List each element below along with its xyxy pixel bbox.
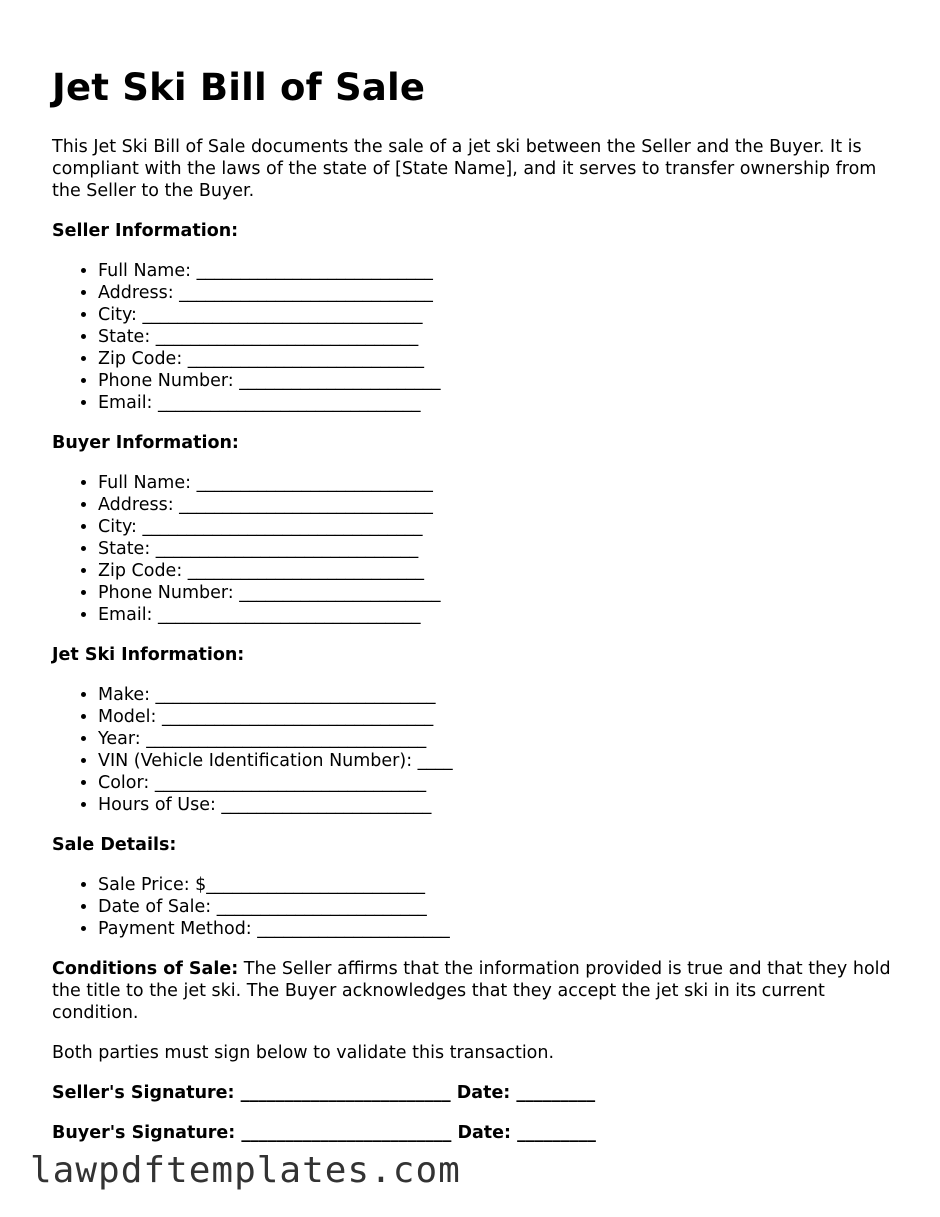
buyer-phone-number: • Phone Number: _______________________ [98, 582, 892, 604]
conditions-paragraph [52, 958, 892, 1024]
jetski-color: • Color: _______________________________ [98, 772, 892, 794]
buyer-full-name: • Full Name: ___________________________ [98, 472, 892, 494]
buyer-heading: Buyer Information: [52, 433, 239, 453]
seller-signature-line: Seller's Signature: ________________________ Date: _________ [52, 1083, 596, 1103]
jetski-make: • Make: ________________________________ [98, 684, 892, 706]
sale-list [52, 874, 892, 940]
intro-paragraph: This Jet Ski Bill of Sale documents the sale of a jet ski between the Seller and the Buyer. It is compliant with the laws of the state of [State Name], and it serves to transfer ownership from the Seller to the Buyer. [52, 137, 877, 201]
sign-note: Both parties must sign below to validate this transaction. [52, 1043, 555, 1063]
seller-address: • Address: _____________________________ [98, 282, 892, 304]
jetski-model: • Model: _______________________________ [98, 706, 892, 728]
buyer-address: • Address: _____________________________ [98, 494, 892, 516]
conditions-text: The Seller affirms that the information provided is true and that they hold the title to the jet ski. The Buyer acknowledges that they accept the jet ski in its current condition. [52, 959, 891, 1023]
document-title: Jet Ski Bill of Sale [52, 66, 426, 109]
seller-full-name: • Full Name: ___________________________ [98, 260, 892, 282]
seller-email: • Email: ______________________________ [98, 392, 892, 414]
buyer-city: • City: ________________________________ [98, 516, 892, 538]
seller-zip-code: • Zip Code: ___________________________ [98, 348, 892, 370]
seller-heading: Seller Information: [52, 221, 239, 241]
seller-city: • City: ________________________________ [98, 304, 892, 326]
sale-payment-method: • Payment Method: ______________________ [98, 918, 892, 940]
buyer-list [52, 472, 892, 626]
jetski-list [52, 684, 892, 816]
document-page [52, 62, 892, 1162]
jetski-year: • Year: ________________________________ [98, 728, 892, 750]
jetski-hours-of-use: • Hours of Use: ________________________ [98, 794, 892, 816]
jetski-vin: • VIN (Vehicle Identification Number): ____ [98, 750, 892, 772]
sale-date: • Date of Sale: ________________________ [98, 896, 892, 918]
buyer-state: • State: ______________________________ [98, 538, 892, 560]
watermark-text: lawpdftemplates.com [30, 1150, 461, 1191]
sale-heading: Sale Details: [52, 835, 177, 855]
conditions-label: Conditions of Sale: [52, 959, 239, 979]
buyer-zip-code: • Zip Code: ___________________________ [98, 560, 892, 582]
seller-state: • State: ______________________________ [98, 326, 892, 348]
buyer-email: • Email: ______________________________ [98, 604, 892, 626]
jetski-heading: Jet Ski Information: [52, 645, 245, 665]
seller-list [52, 260, 892, 414]
buyer-signature-line: Buyer's Signature: ________________________ Date: _________ [52, 1123, 596, 1143]
sale-price: • Sale Price: $_________________________ [98, 874, 892, 896]
seller-phone-number: • Phone Number: _______________________ [98, 370, 892, 392]
